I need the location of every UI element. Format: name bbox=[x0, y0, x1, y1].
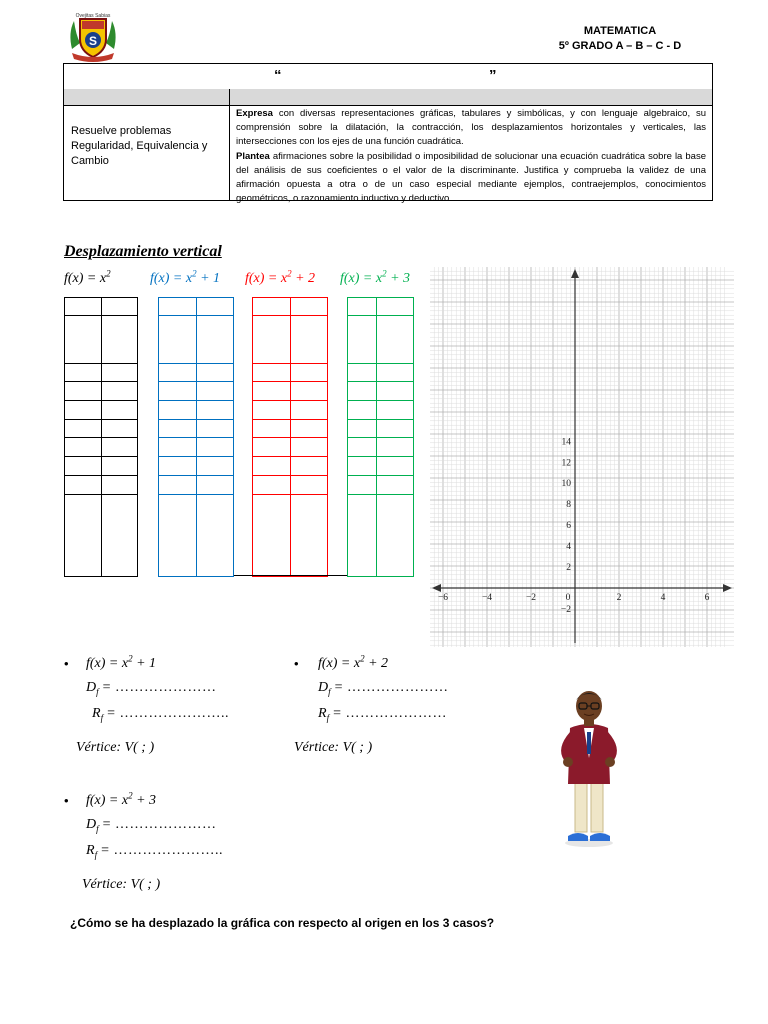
header-info bbox=[520, 24, 720, 54]
table-row-line bbox=[158, 437, 234, 438]
table-row-line bbox=[252, 419, 328, 420]
table-row-line bbox=[347, 363, 414, 364]
table-row-line bbox=[158, 363, 234, 364]
table-divider bbox=[64, 105, 712, 106]
table-row-line bbox=[158, 315, 234, 316]
exercise-function: $f(x) = x^2 + 3$ bbox=[86, 790, 157, 808]
exercise-function: $f(x) = x^2 + 1$ bbox=[86, 653, 157, 671]
vertex-line: Vértice: V( ; ) bbox=[82, 877, 161, 892]
domain-line: $D_f$ = ………………… bbox=[86, 680, 217, 697]
table-row-line bbox=[347, 494, 414, 495]
coordinate-plane bbox=[430, 267, 734, 647]
table-row-line bbox=[158, 494, 234, 495]
value-table-green bbox=[347, 297, 414, 576]
table-row-line bbox=[158, 456, 234, 457]
table-row-line bbox=[64, 363, 138, 364]
table-row-line bbox=[347, 456, 414, 457]
table-row-line bbox=[158, 475, 234, 476]
table-row-line bbox=[252, 494, 328, 495]
table-row-line bbox=[252, 363, 328, 364]
table-row-line bbox=[252, 400, 328, 401]
desc-keyword: Expresa bbox=[236, 108, 273, 119]
function-label: $f(x) = x^2 + 3$ bbox=[340, 268, 411, 286]
value-table-black bbox=[64, 297, 138, 576]
y-axis-arrow bbox=[571, 269, 579, 278]
function-label: $f(x) = x^2$ bbox=[64, 268, 111, 286]
table-row-line bbox=[252, 576, 328, 577]
desc-text: afirmaciones sobre la posibilidad o imposibilidad de solucionar una ecuación cuadrática sobre la base del análisis de sus coeficientes o el valor de la discriminante. Justifica y comprueba la validez de una afirmación opuesta a otra o de un caso especial mediante ejemplos, contraejemplos, conocimientos geométricos, o razonamiento inductivo y deductivo. bbox=[236, 150, 706, 205]
x-tick-label: −4 bbox=[481, 593, 493, 603]
student-illustration bbox=[548, 688, 630, 848]
competency-cell: Resuelve problemas Regularidad, Equivalencia y Cambio bbox=[71, 125, 208, 167]
range-line: $R_f$ = ………………….. bbox=[92, 706, 229, 723]
table-connector-line bbox=[234, 575, 347, 576]
table-row-line bbox=[347, 381, 414, 382]
table-row-line bbox=[64, 456, 138, 457]
value-table-blue bbox=[158, 297, 234, 576]
value-table-red bbox=[252, 297, 328, 576]
svg-text:Ovejitas Sabias: Ovejitas Sabias bbox=[75, 13, 111, 19]
domain-line: $D_f$ = ………………… bbox=[86, 817, 217, 834]
x-tick-label: 6 bbox=[704, 593, 710, 603]
x-tick-label: 2 bbox=[616, 593, 622, 603]
y-tick-label: 2 bbox=[566, 563, 571, 574]
table-column-divider bbox=[229, 89, 230, 200]
domain-line: $D_f$ = ………………… bbox=[318, 680, 449, 697]
table-row-line bbox=[158, 400, 234, 401]
desc-keyword: Plantea bbox=[236, 150, 270, 162]
table-row-line bbox=[64, 576, 138, 577]
table-row-line bbox=[347, 437, 414, 438]
subject-title: MATEMATICA bbox=[583, 25, 657, 37]
bullet: • bbox=[294, 656, 299, 671]
open-quote: “ bbox=[274, 67, 282, 84]
table-row-line bbox=[64, 437, 138, 438]
y-tick-label: 8 bbox=[566, 500, 571, 511]
reflection-question: ¿Cómo se ha desplazado la gráfica con respecto al origen en los 3 casos? bbox=[70, 916, 495, 930]
table-row-line bbox=[64, 494, 138, 495]
table-row-line bbox=[252, 456, 328, 457]
bullet: • bbox=[64, 793, 69, 808]
x-axis-arrow bbox=[723, 584, 732, 592]
range-line: $R_f$ = ………………….. bbox=[86, 843, 223, 860]
school-logo bbox=[66, 9, 120, 63]
exercise-function: $f(x) = x^2 + 2$ bbox=[318, 653, 389, 671]
table-row-line bbox=[64, 400, 138, 401]
table-row-line bbox=[64, 475, 138, 476]
x-tick-label: 4 bbox=[660, 593, 666, 603]
table-row-line bbox=[252, 297, 328, 298]
y-tick-label: 4 bbox=[566, 542, 571, 553]
y-tick-label: 12 bbox=[561, 458, 571, 469]
desc-text: con diversas representaciones gráficas, tabulares y simbólicas, y con lenguaje algebraico, su comprensión sobre la dilatación, la contracción, los desplazamientos horizontales y verticales, las intersecciones con los ejes de una función cuadrática. bbox=[236, 108, 706, 148]
table-row-line bbox=[252, 475, 328, 476]
x-tick-label: 0 bbox=[565, 593, 571, 603]
table-row-line bbox=[252, 315, 328, 316]
table-row-line bbox=[347, 419, 414, 420]
range-line: $R_f$ = ………………… bbox=[318, 706, 447, 723]
x-axis-arrow bbox=[432, 584, 441, 592]
table-row-line bbox=[347, 400, 414, 401]
table-row-line bbox=[347, 475, 414, 476]
y-tick-label: −2 bbox=[560, 604, 571, 615]
x-tick-label: −2 bbox=[525, 593, 537, 603]
function-label: $f(x) = x^2 + 1$ bbox=[150, 268, 221, 286]
close-quote: ” bbox=[489, 67, 497, 84]
table-row-line bbox=[158, 297, 234, 298]
competency-table bbox=[63, 63, 713, 205]
grade-label: 5º GRADO A – B – C - D bbox=[558, 40, 682, 52]
table-row-line bbox=[252, 381, 328, 382]
section-title: Desplazamiento vertical bbox=[64, 243, 222, 260]
table-header-row bbox=[64, 89, 712, 105]
capacity-description-cell bbox=[236, 107, 706, 206]
table-row-line bbox=[347, 576, 414, 577]
table-row-line bbox=[64, 381, 138, 382]
table-row-line bbox=[64, 419, 138, 420]
table-row-line bbox=[347, 297, 414, 298]
table-row-line bbox=[64, 297, 138, 298]
table-row-line bbox=[347, 315, 414, 316]
table-row-line bbox=[158, 576, 234, 577]
table-row-line bbox=[64, 315, 138, 316]
function-label: $f(x) = x^2 + 2$ bbox=[245, 268, 316, 286]
bullet: • bbox=[64, 656, 69, 671]
table-row-line bbox=[252, 437, 328, 438]
vertex-line: Vértice: V( ; ) bbox=[76, 740, 155, 755]
y-tick-label: 6 bbox=[566, 521, 571, 532]
table-row-line bbox=[158, 419, 234, 420]
table-row-line bbox=[158, 381, 234, 382]
svg-text:S: S bbox=[88, 34, 98, 48]
y-tick-label: 10 bbox=[561, 479, 571, 490]
x-tick-label: −6 bbox=[437, 593, 449, 603]
y-tick-label: 14 bbox=[561, 437, 571, 448]
vertex-line: Vértice: V( ; ) bbox=[294, 740, 373, 755]
